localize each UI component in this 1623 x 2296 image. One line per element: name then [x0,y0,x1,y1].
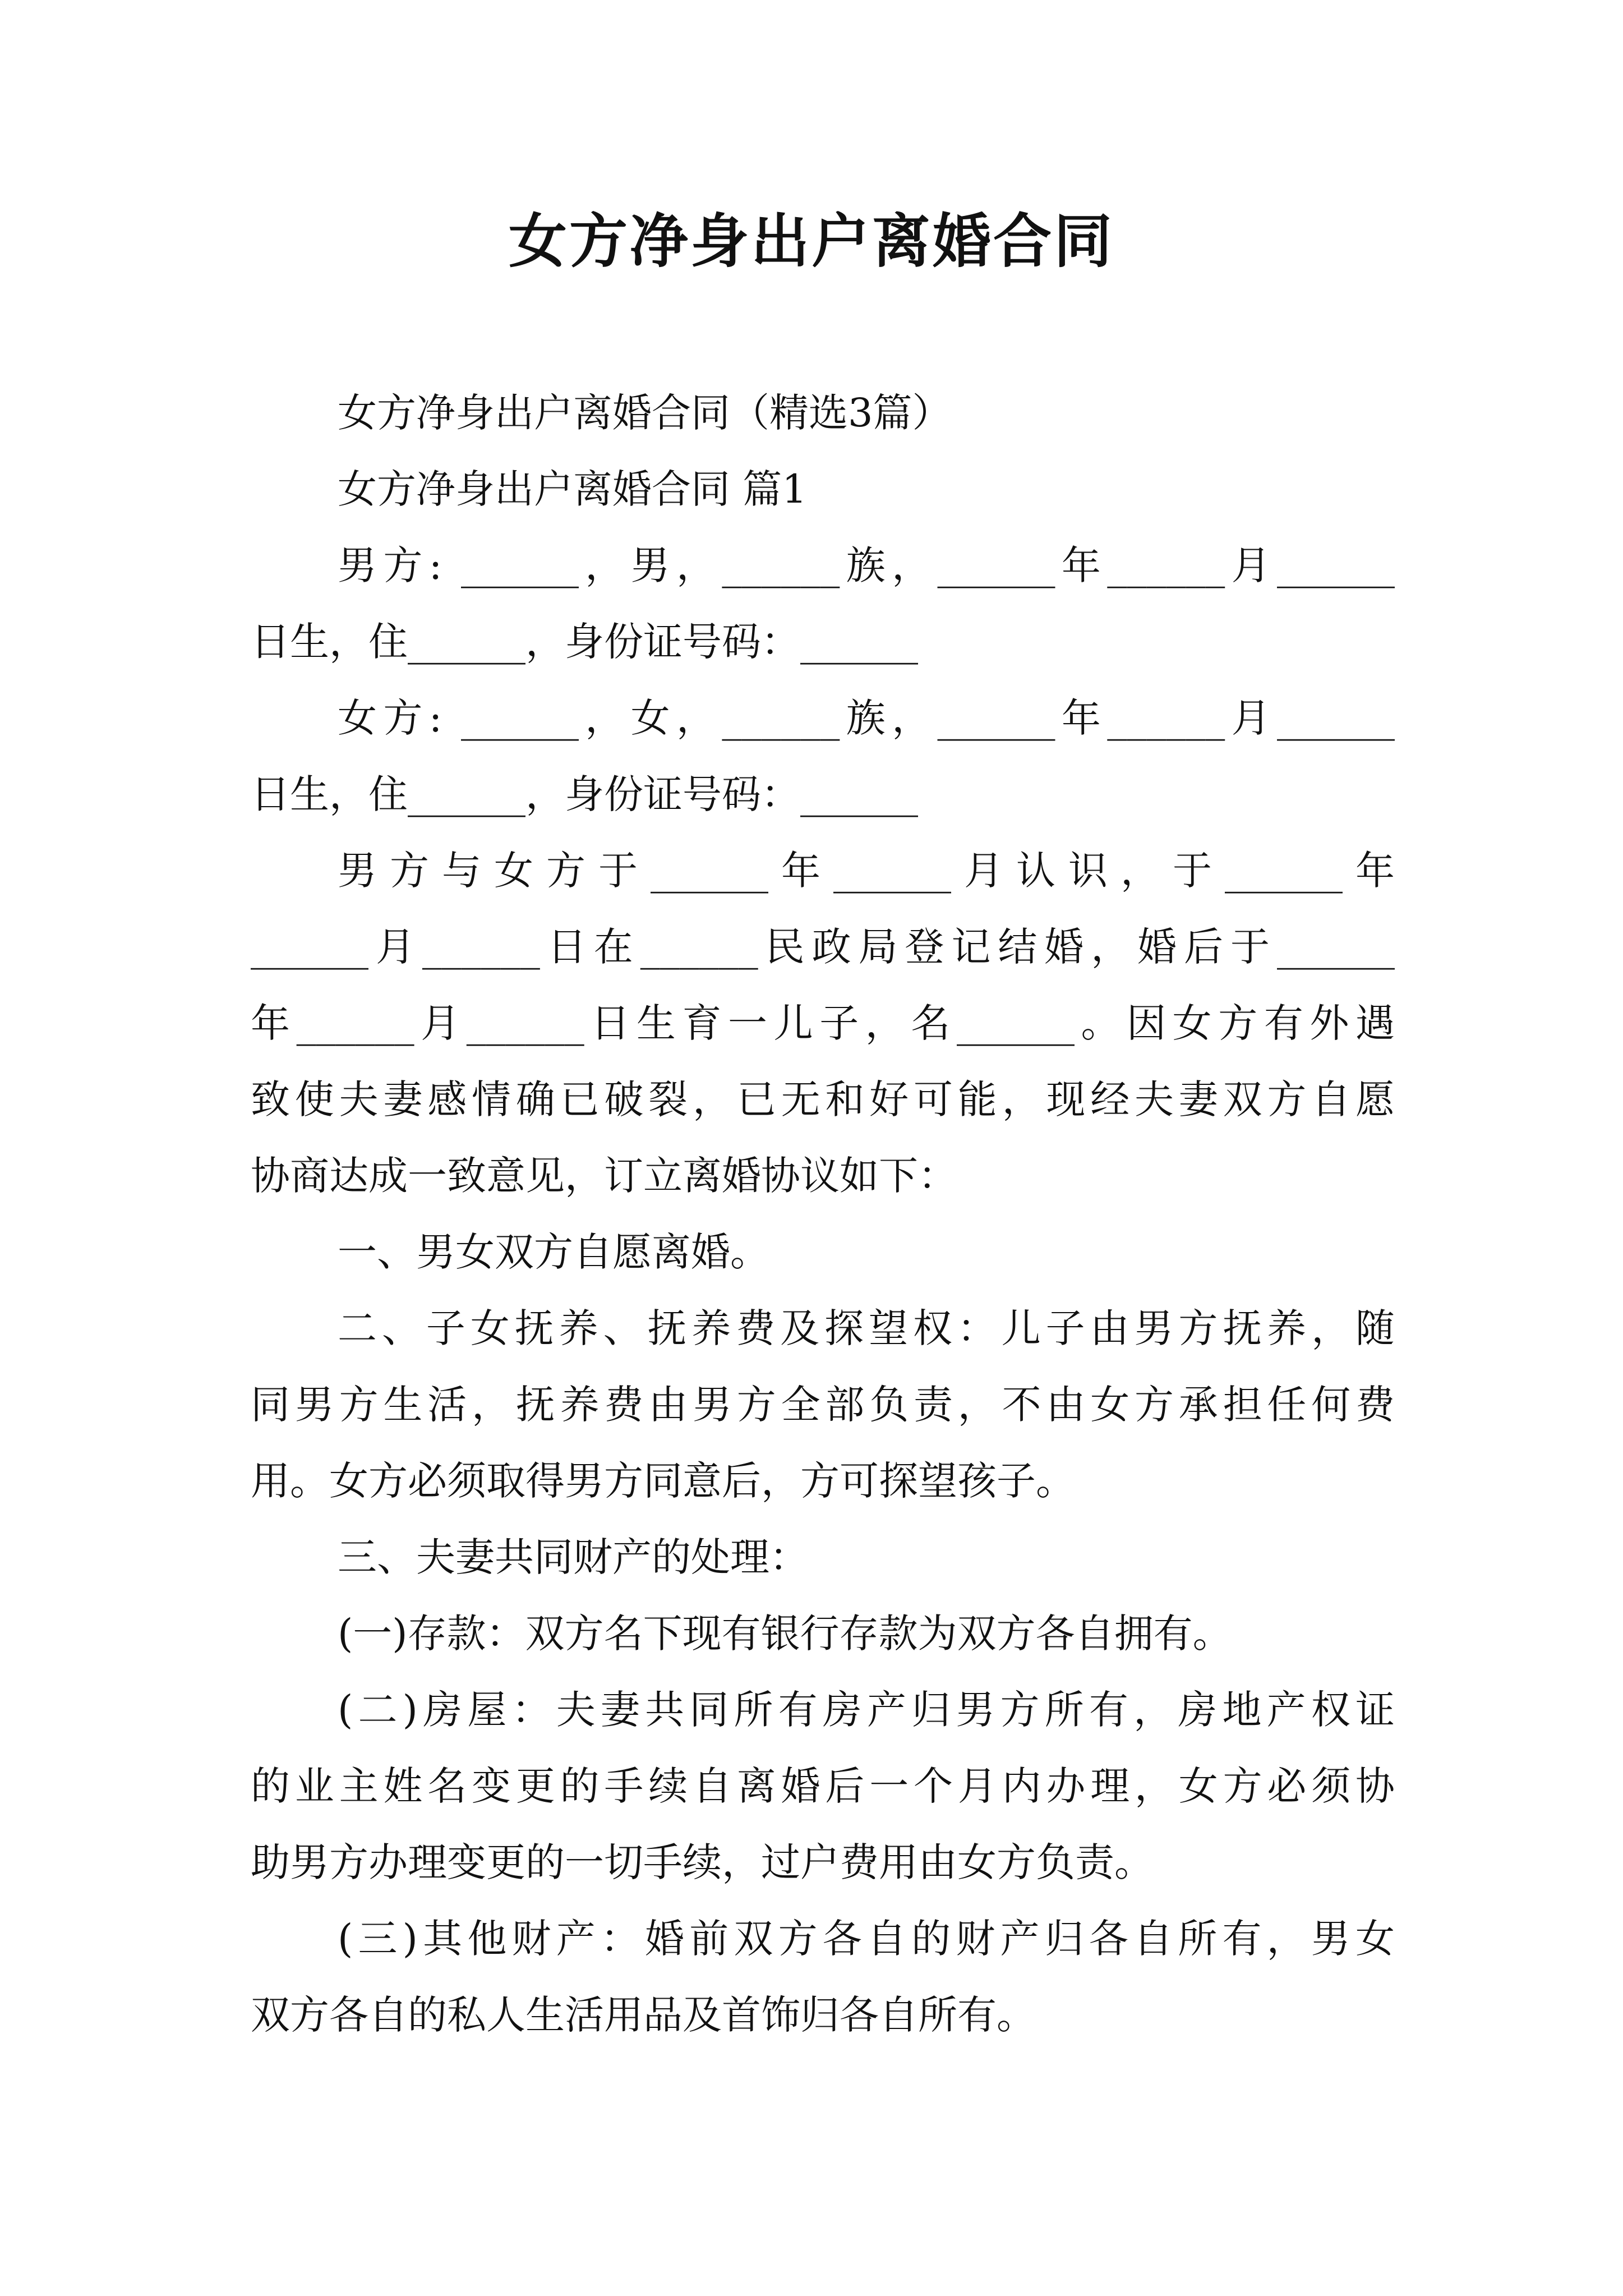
paragraph-line: (二)房屋：夫妻共同所有房产归男方所有，房地产权证 [338,1687,1395,1733]
paragraph-line: (一)存款：双方名下现有银行存款为双方各自拥有。 [338,1611,1232,1657]
paragraph-line: 用。女方必须取得男方同意后，方可探望孩子。 [251,1458,1075,1504]
paragraph-line: 年______月______日生育一儿子，名______。因女方有外遇 [251,1000,1395,1046]
paragraph-line: (三)其他财产：婚前双方各自的财产归各自所有，男女 [338,1916,1395,1962]
paragraph-line: 协商达成一致意见，订立离婚协议如下： [251,1153,957,1199]
paragraph-line: 双方各自的私人生活用品及首饰归各自所有。 [251,1992,1036,2038]
document-title: 女方净身出户离婚合同 [508,207,1114,275]
section-heading: 女方净身出户离婚合同 篇1 [338,466,807,512]
paragraph-line: 三、夫妻共同财产的处理： [338,1534,809,1580]
paragraph-line: 同男方生活，抚养费由男方全部负责，不由女方承担任何费 [251,1382,1395,1428]
paragraph-line: 男方与女方于______年______月认识，于______年 [338,848,1395,894]
paragraph-line: 男方: ______，男，______族，______年______月______ [338,542,1395,588]
paragraph-line: 日生，住______，身份证号码：______ [251,619,918,665]
paragraph-line: 一、男女双方自愿离婚。 [338,1229,769,1275]
paragraph-line: 助男方办理变更的一切手续，过户费用由女方负责。 [251,1839,1154,1885]
paragraph-line: 的业主姓名变更的手续自离婚后一个月内办理，女方必须协 [251,1763,1395,1809]
paragraph-line: 二、子女抚养、抚养费及探望权：儿子由男方抚养，随 [338,1305,1395,1351]
paragraph-line: 致使夫妻感情确已破裂，已无和好可能，现经夫妻双方自愿 [251,1076,1395,1122]
paragraph-line: ______月______日在______民政局登记结婚，婚后于______ [251,924,1395,970]
paragraph-line: 女方: ______，女，______族，______年______月______ [338,695,1395,741]
subtitle-line: 女方净身出户离婚合同（精选3篇） [338,390,952,436]
paragraph-line: 日生，住______，身份证号码：______ [251,771,918,817]
